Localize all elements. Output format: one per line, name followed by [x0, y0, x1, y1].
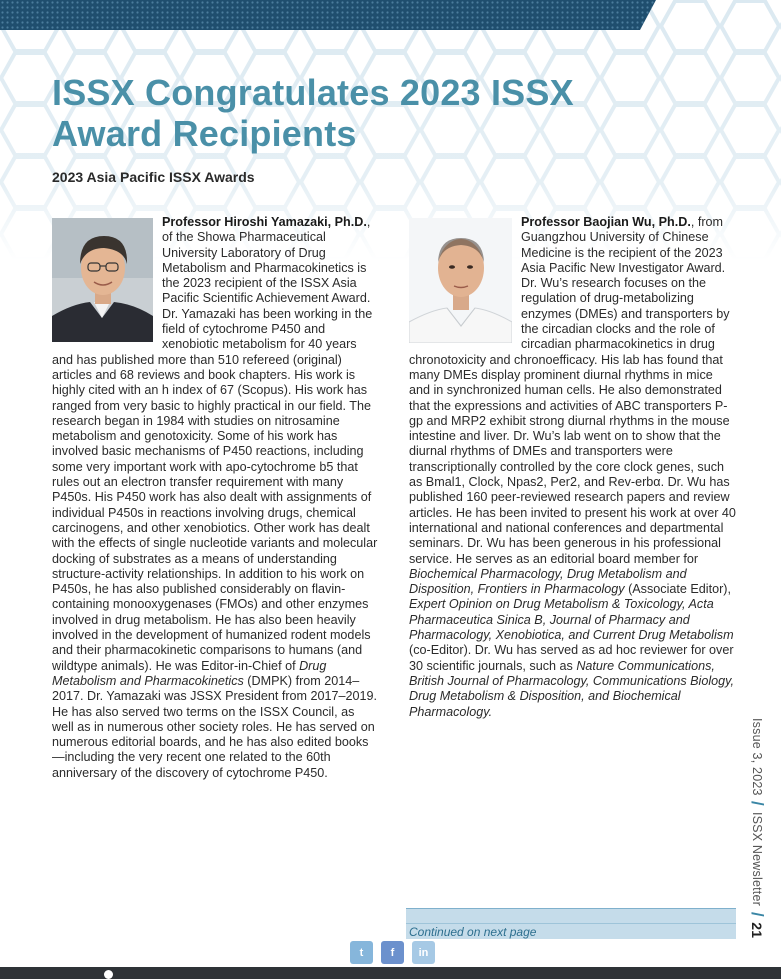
- yamazaki-bio-2: (DMPK) from 2014–2017. Dr. Yamazaki was JSSX President from 2017–2019. He has also served two terms on the ISSX Council, as well as in numerous other society roles. He has served on numerous editorial boards, and he has also edited books—including the very recent one related to the 60th anniversary of the discovery of cytochrome P450.: [52, 673, 378, 780]
- facebook-icon: f: [390, 946, 395, 959]
- page-footer-vertical: [747, 718, 767, 938]
- facebook-share-button[interactable]: [381, 941, 404, 964]
- wu-name: Professor Baojian Wu, Ph.D.: [521, 215, 691, 229]
- twitter-icon: t: [359, 946, 364, 959]
- continued-link[interactable]: Continued on next page: [409, 925, 537, 939]
- linkedin-icon: in: [418, 946, 429, 959]
- wu-portrait: [409, 218, 512, 343]
- wu-journals-1: Biochemical Pharmacology, Drug Metabolism and Disposition, Frontiers in Pharmacology: [409, 566, 687, 597]
- wu-bio-3: (co-Editor). Dr. Wu has served as ad hoc reviewer for over 30 scientific journals, such as: [409, 643, 734, 673]
- newsletter-label: ISSX Newsletter: [750, 811, 764, 906]
- header-dotted-bar: [0, 0, 656, 30]
- issue-label: Issue 3, 2023: [750, 718, 764, 796]
- continued-box[interactable]: [406, 908, 736, 939]
- wu-journals-3: Nature Communications, British Journal of Pharmacology, Communications Biology, Drug Metabolism & Disposition, and Biochemical Pharmacology.: [409, 658, 735, 719]
- separator-slash: /: [748, 911, 767, 917]
- linkedin-share-button[interactable]: [412, 941, 435, 964]
- page-title: ISSX Congratulates 2023 ISSX Award Recipients: [52, 72, 574, 154]
- right-column-article: [409, 215, 736, 720]
- progress-handle[interactable]: [104, 970, 113, 979]
- wu-bio-1: , from Guangzhou University of Chinese Medicine is the recipient of the 2023 Asia Pacific New Investigator Award. Dr. Wu’s research focuses on the regulation of drug-metabolizing enzymes (DMEs) and transporters by the circadian clocks and the role of circadian pharmacokinetics in drug chronotoxicity and chronoefficacy. His lab has found that many DMEs display prominent diurnal rhythms in mice and in synchronized human cells. He also demonstrated that the expressions and activities of ABC transporters P-gp and MRP2 exhibit strong diurnal rhythms in the mouse intestine and liver. Dr. Wu’s lab went on to show that the diurnal rhythms of DMEs and transporters were transcriptionally controlled by the core clock genes, such as Bmal1, Clock, Npas2, Per2, and Rev-erbα. Dr. Wu has published 160 peer-reviewed research papers and review articles. He has been invited to present his work at over 40 international and national conferences and departmental seminars. Dr. Wu has been generous in his professional service. He serves as an editorial board member for: [409, 215, 736, 566]
- page-number: 21: [749, 922, 765, 939]
- wu-journals-2: Expert Opinion on Drug Metabolism & Toxicology, Acta Pharmaceutica Sinica B, Journal of Pharmacy and Pharmacology, Xenobiotica, and Current Drug Metabolism: [409, 597, 734, 643]
- twitter-share-button[interactable]: [350, 941, 373, 964]
- divider: [406, 923, 736, 924]
- yamazaki-name: Professor Hiroshi Yamazaki, Ph.D.: [162, 215, 367, 229]
- wu-bio-2: (Associate Editor),: [624, 582, 731, 597]
- viewer-progress-bar[interactable]: [0, 967, 781, 979]
- yamazaki-portrait: [52, 218, 153, 342]
- left-column-article: [52, 215, 379, 781]
- page-subtitle: 2023 Asia Pacific ISSX Awards: [52, 169, 255, 185]
- yamazaki-bio-1: , of the Showa Pharmaceutical University Laboratory of Drug Metabolism and Pharmacokinetics is the 2023 recipient of the ISSX Asia Pacific Scientific Achievement Award. Dr. Yamazaki has been working in the field of cytochrome P450 and xenobiotic metabolism for 40 years and has published more than 510 refereed (original) articles and 68 reviews and book chapters. His work is highly cited with an h index of 67 (Scopus). His work has ranged from very basic to highly practical in our field. The research began in 1984 with studies on nitrosamine metabolism and genotoxicity. Some of his work has involved basic mechanisms of P450 reactions, including some very important work with apo-cytochrome b5 that rules out an electron transfer requirement with many P450s. His P450 work has also dealt with assignments of individual P450s in reactions involving drugs, chemical carcinogens, and other xenobiotics. Other work has dealt with the effects of single nucleotide variants and molecular docking of substrates as a means of understanding structure-activity relationships. In addition to his work on P450s, he has also published considerably on flavin-containing monooxygenases (FMOs) and other enzymes involved in drug metabolism. He has also been heavily involved in the development of humanized rodent models and their pharmacokinetic comparisons to humans (and wildtype animals). He was Editor-in-Chief of: [52, 215, 378, 673]
- separator-slash: /: [748, 801, 767, 807]
- yamazaki-journal: Drug Metabolism and Pharmacokinetics: [52, 658, 327, 688]
